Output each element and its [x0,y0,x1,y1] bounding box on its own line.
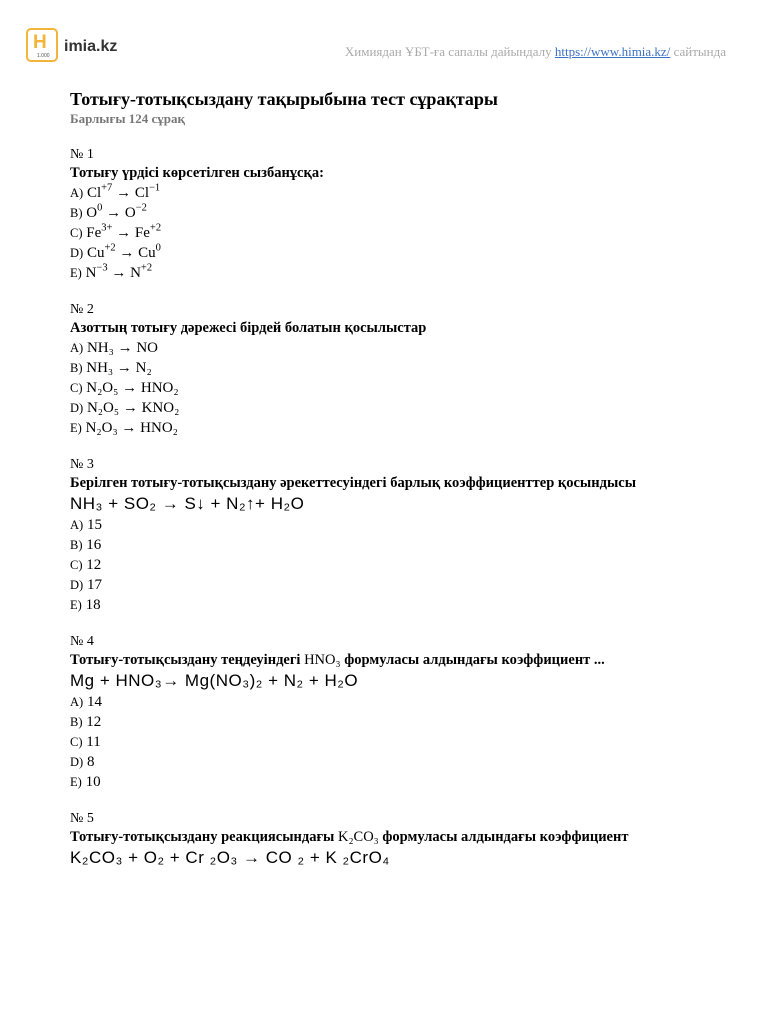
answer-option[interactable] [70,772,710,792]
option-formula: NH₃ → N₂ [86,360,152,376]
tagline-after: сайтында [670,44,726,59]
option-value: 12 [86,714,102,730]
option-letter: D) [70,578,84,592]
header-tagline [345,44,726,60]
formula-right: N [130,265,141,281]
formula-left: Cl [86,185,102,201]
answer-option[interactable] [70,732,710,752]
formula-left: Cu [86,245,105,261]
option-formula: N₂O₅ → KNO₂ [86,400,180,416]
question-number: № 4 [70,634,94,649]
logo-letter: H [33,32,47,53]
question-text: Азоттың тотығу дәрежесі бірдей болатын қосылыстар [70,320,427,336]
answer-option[interactable] [70,338,710,358]
option-letter: B) [70,715,83,729]
option-letter: E) [70,421,82,435]
answer-option[interactable] [70,535,710,555]
option-value: 14 [86,694,102,710]
option-formula: N₂O₃ → HNO₂ [85,420,178,436]
question-3 [70,456,710,615]
option-letter: A) [70,341,84,355]
question-number: № 2 [70,302,94,317]
question-formula: K₂CO₃ [338,829,379,845]
question-text-after: формуласы алдындағы коэффициент [378,829,629,845]
option-value: 17 [86,577,102,593]
oxidation-state: −3 [96,262,108,274]
document-body [70,88,710,869]
option-letter: B) [70,361,83,375]
oxidation-state: 0 [155,242,161,254]
answer-option[interactable] [70,515,710,535]
option-value: 16 [86,537,102,553]
oxidation-state: −1 [149,182,161,194]
formula-right: Fe [134,225,150,241]
option-letter: A) [70,186,84,200]
option-value: 11 [86,734,101,750]
option-letter: B) [70,206,83,220]
formula-left: Fe [86,225,102,241]
answer-option[interactable] [70,358,710,378]
formula-left: O [86,205,98,221]
reaction-equation: NH₃ + SO₂ → S↓ + N₂↑+ H₂O [70,494,305,513]
answer-option[interactable] [70,712,710,732]
answer-option[interactable]: B) $O^0 \to O^{-2}$ [70,202,147,221]
page-title: Тотығу-тотықсыздану тақырыбына тест сұрақтары [70,89,498,109]
option-letter: E) [70,775,82,789]
answer-option[interactable] [70,575,710,595]
option-letter: D) [70,246,84,260]
option-value: 12 [86,557,102,573]
logo-text: imia.kz [64,38,118,55]
page-header [26,28,726,68]
oxidation-state: −2 [135,202,147,214]
answer-option[interactable] [70,398,710,418]
option-letter: C) [70,381,83,395]
question-4 [70,633,710,792]
option-value: 18 [85,597,101,613]
formula-right: Cu [138,245,156,261]
question-text [70,828,710,847]
site-link[interactable]: https://www.himia.kz/ [554,44,671,59]
tagline-before: Химиядан ҰБТ-ға сапалы дайындалу [344,44,555,59]
option-letter: C) [70,735,83,749]
answer-option[interactable] [70,378,710,398]
question-number: № 5 [70,811,94,826]
question-number: № 3 [70,457,94,472]
answer-option[interactable]: A) $Cl^{+7} \to Cl^{-1}$ [70,182,161,201]
option-letter: B) [70,538,83,552]
option-letter: A) [70,518,84,532]
option-formula: N₂O₅ → HNO₂ [86,380,179,396]
answer-option[interactable] [70,595,710,615]
answer-option[interactable]: C) $Fe^{3+} \to Fe^{+2}$ [70,222,162,241]
oxidation-state: +7 [101,182,113,194]
logo-number: 1.000 [37,53,50,59]
question-2 [70,301,710,438]
option-letter: C) [70,226,83,240]
answer-option[interactable] [70,692,710,712]
option-letter: D) [70,755,84,769]
question-text: Берілген тотығу-тотықсыздану әрекеттесуіндегі барлық коэффициенттер қосындысы [70,475,637,491]
option-value: 10 [85,774,101,790]
option-letter: E) [70,266,82,280]
formula-left: N [85,265,97,281]
answer-option[interactable]: E) $N^{-3} \to N^{+2}$ [70,262,153,281]
reaction-equation: K₂CO₃ + O₂ + Cr ₂O₃ → CO ₂ + K ₂CrO₄ [70,848,390,867]
question-5 [70,810,710,869]
oxidation-state: +2 [140,262,153,274]
question-text-before: Тотығу-тотықсыздану реакциясындағы [70,829,338,845]
answer-option[interactable]: D) $Cu^{+2} \to Cu^0$ [70,242,161,261]
question-formula: HNO₃ [304,652,341,668]
question-number: № 1 [70,147,94,162]
question-text-before: Тотығу-тотықсыздану теңдеуіндегі [70,652,305,668]
question-1 [70,146,710,283]
option-value: 8 [86,754,95,770]
option-letter: A) [70,695,84,709]
answer-option[interactable] [70,418,710,438]
oxidation-state: +2 [104,242,116,254]
question-text: Тотығу үрдісі көрсетілген сызбанұсқа: [70,165,324,181]
option-value: 15 [86,517,102,533]
question-text-after: формуласы алдындағы коэффициент ... [340,652,605,668]
reaction-equation: Mg + HNO₃→ Mg(NO₃)₂ + N₂ + H₂O [70,671,359,690]
option-letter: D) [70,401,84,415]
formula-right: O [124,205,136,221]
option-letter: E) [70,598,82,612]
option-formula: NH₃ → NO [86,340,159,356]
oxidation-state: 0 [97,202,103,214]
answer-option[interactable] [70,555,710,575]
oxidation-state: 3+ [101,222,113,234]
oxidation-state: +2 [149,222,162,234]
himia-logo[interactable] [26,28,58,62]
answer-option[interactable] [70,752,710,772]
question-text [70,651,710,670]
formula-right: Cl [134,185,149,201]
option-letter: C) [70,558,83,572]
question-count: Барлығы 124 сұрақ [70,111,185,126]
